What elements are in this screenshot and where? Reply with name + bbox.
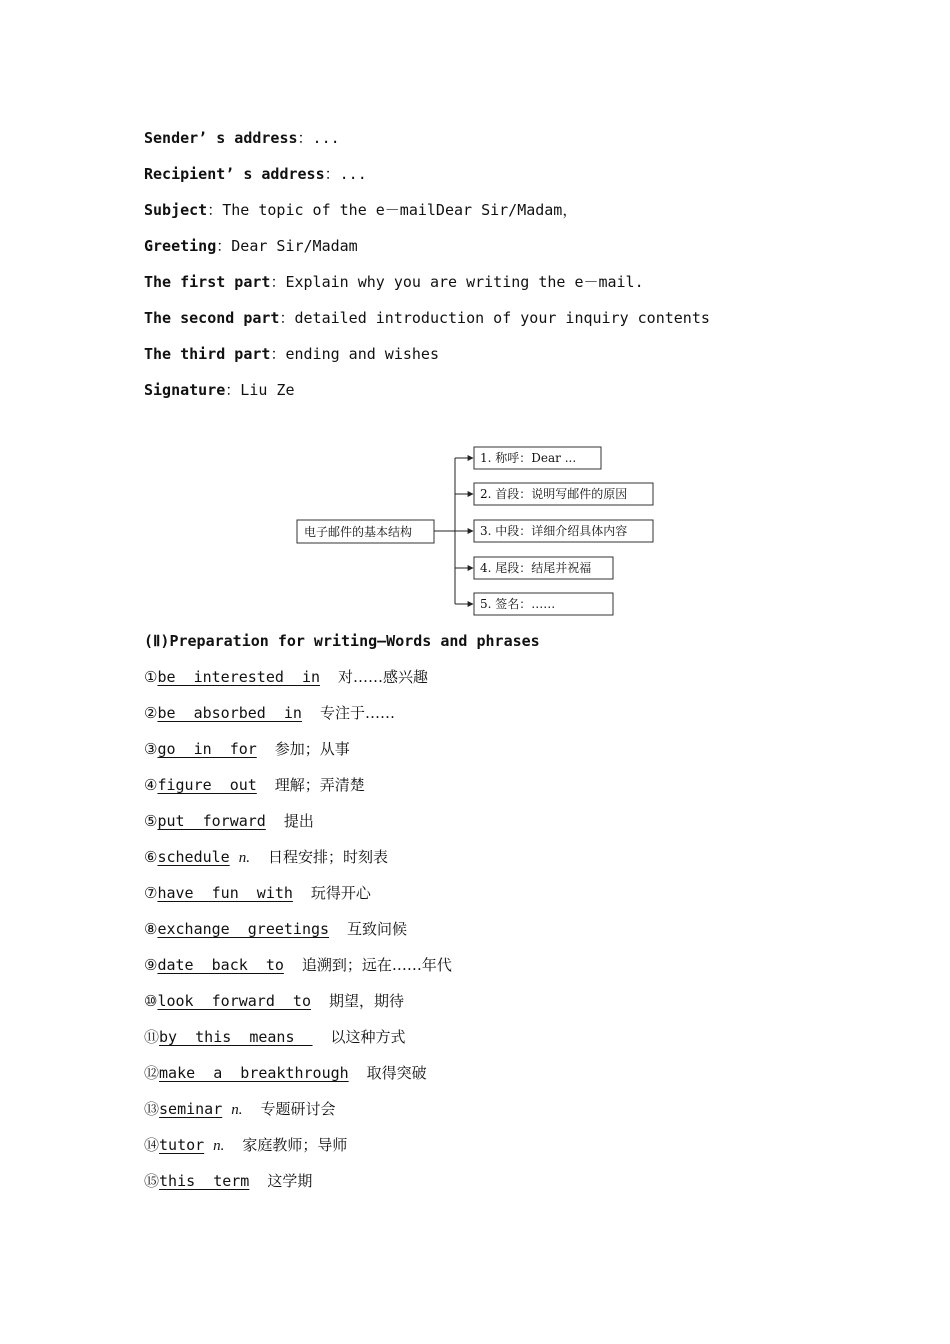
vocab-term: seminar xyxy=(159,1100,223,1118)
vocab-item xyxy=(144,919,407,939)
vocab-meaning: 互致问候 xyxy=(347,920,408,938)
diagram-branch-label: 5. 签名：…… xyxy=(480,597,556,611)
vocab-item xyxy=(144,667,428,687)
email-format-line xyxy=(144,308,710,328)
vocab-number: ④ xyxy=(144,776,158,794)
vocab-item xyxy=(144,775,365,795)
diagram-root-label: 电子邮件的基本结构 xyxy=(304,525,413,539)
vocab-item xyxy=(144,1171,312,1191)
vocab-number: ⑭ xyxy=(144,1136,160,1154)
vocab-meaning: 日程安排；时刻表 xyxy=(267,848,388,866)
vocab-term: figure out xyxy=(157,776,257,794)
vocab-meaning: 取得突破 xyxy=(366,1064,427,1082)
vocab-number: ⑧ xyxy=(144,920,158,938)
vocab-item xyxy=(144,739,350,759)
email-structure-diagram xyxy=(0,440,950,620)
vocab-term: have fun with xyxy=(157,884,293,902)
vocab-term: put forward xyxy=(157,812,266,830)
vocab-meaning: 专注于…… xyxy=(319,704,395,722)
vocab-term: be interested in xyxy=(157,668,321,686)
field-separator: ： xyxy=(324,165,340,183)
vocab-number: ⑪ xyxy=(144,1028,160,1046)
vocab-number: ⑫ xyxy=(144,1064,160,1082)
vocab-number: ⑤ xyxy=(144,812,158,830)
field-label: The second part xyxy=(144,309,280,327)
email-format-line xyxy=(144,128,340,148)
diagram-branch-node xyxy=(474,483,653,505)
vocab-term: this term xyxy=(159,1172,250,1190)
diagram-branch-label: 4. 尾段：结尾并祝福 xyxy=(480,561,592,575)
vocab-part-of-speech: n. xyxy=(231,1102,243,1118)
vocab-item xyxy=(144,955,452,975)
vocab-meaning: 以这种方式 xyxy=(330,1028,406,1046)
diagram-branch-label: 3. 中段：详细介绍具体内容 xyxy=(480,524,628,538)
vocab-item xyxy=(144,1063,427,1083)
diagram-branch-node xyxy=(474,557,613,579)
email-format-line xyxy=(144,344,439,364)
vocab-term: exchange greetings xyxy=(157,920,330,938)
field-value: ... xyxy=(312,129,340,147)
diagram-branch-node xyxy=(474,593,613,615)
field-separator: ： xyxy=(270,273,286,291)
vocab-item xyxy=(144,1099,336,1120)
section-title: (Ⅱ)Preparation for writing—Words and phrases xyxy=(144,632,540,650)
field-value: Dear Sir/Madam xyxy=(231,237,358,255)
field-value: ending and wishes xyxy=(285,345,439,363)
vocab-number: ⑩ xyxy=(144,992,158,1010)
vocab-part-of-speech: n. xyxy=(238,850,250,866)
field-separator: ： xyxy=(270,345,286,363)
field-value: The topic of the e－mailDear Sir/Madam， xyxy=(222,201,578,219)
vocab-meaning: 家庭教师；导师 xyxy=(242,1136,348,1154)
vocab-meaning: 理解；弄清楚 xyxy=(274,776,365,794)
vocab-item xyxy=(144,847,388,868)
vocab-part-of-speech: n. xyxy=(213,1138,225,1154)
email-format-line xyxy=(144,200,577,220)
diagram-connectors xyxy=(434,458,473,604)
vocab-number: ⑦ xyxy=(144,884,158,902)
vocab-item xyxy=(144,811,314,831)
vocab-meaning: 期望，期待 xyxy=(328,992,404,1010)
field-label: Subject xyxy=(144,201,208,219)
email-format-line xyxy=(144,164,367,184)
field-separator: ： xyxy=(279,309,295,327)
diagram-root-node xyxy=(297,520,434,543)
field-value: ... xyxy=(339,165,367,183)
vocab-meaning: 专题研讨会 xyxy=(260,1100,336,1118)
vocab-number: ② xyxy=(144,704,158,722)
diagram-branch-node xyxy=(474,447,601,469)
field-separator: ： xyxy=(297,129,313,147)
vocab-term: make a breakthrough xyxy=(159,1064,349,1082)
vocab-term: schedule xyxy=(157,848,230,866)
vocab-item xyxy=(144,1135,347,1156)
vocab-item xyxy=(144,703,395,723)
vocab-number: ③ xyxy=(144,740,158,758)
vocab-meaning: 提出 xyxy=(283,812,314,830)
field-separator: ： xyxy=(225,381,241,399)
vocab-number: ⑬ xyxy=(144,1100,160,1118)
diagram-branch-label: 1. 称呼：Dear ... xyxy=(480,451,577,465)
field-label: Greeting xyxy=(144,237,217,255)
vocab-meaning: 追溯到；远在……年代 xyxy=(301,956,452,974)
vocab-number: ① xyxy=(144,668,158,686)
vocab-term: date back to xyxy=(157,956,284,974)
vocab-term: tutor xyxy=(159,1136,205,1154)
vocab-meaning: 这学期 xyxy=(267,1172,313,1190)
email-format-line xyxy=(144,380,294,400)
vocab-item xyxy=(144,991,404,1011)
vocab-term: look forward to xyxy=(157,992,311,1010)
field-label: Signature xyxy=(144,381,226,399)
field-separator: ： xyxy=(207,201,223,219)
vocab-number: ⑥ xyxy=(144,848,158,866)
field-label: The third part xyxy=(144,345,271,363)
field-label: The first part xyxy=(144,273,271,291)
field-value: Explain why you are writing the e－mail. xyxy=(285,273,644,291)
vocab-number: ⑮ xyxy=(144,1172,160,1190)
email-format-line xyxy=(144,272,644,292)
vocab-item xyxy=(144,1027,406,1047)
vocab-term: be absorbed in xyxy=(157,704,302,722)
vocab-meaning: 对……感兴趣 xyxy=(338,668,429,686)
field-value: Liu Ze xyxy=(240,381,295,399)
diagram-branch-label: 2. 首段：说明写邮件的原因 xyxy=(480,487,628,501)
field-label: Sender’ s address xyxy=(144,129,298,147)
vocab-term: go in for xyxy=(157,740,257,758)
field-separator: ： xyxy=(216,237,232,255)
field-label: Recipient’ s address xyxy=(144,165,325,183)
email-format-line xyxy=(144,236,358,256)
vocab-number: ⑨ xyxy=(144,956,158,974)
field-value: detailed introduction of your inquiry contents xyxy=(294,309,710,327)
vocab-meaning: 玩得开心 xyxy=(310,884,371,902)
vocab-term: by this means xyxy=(159,1028,313,1046)
vocab-item xyxy=(144,883,371,903)
diagram-branch-node xyxy=(474,520,653,542)
vocab-meaning: 参加；从事 xyxy=(274,740,350,758)
